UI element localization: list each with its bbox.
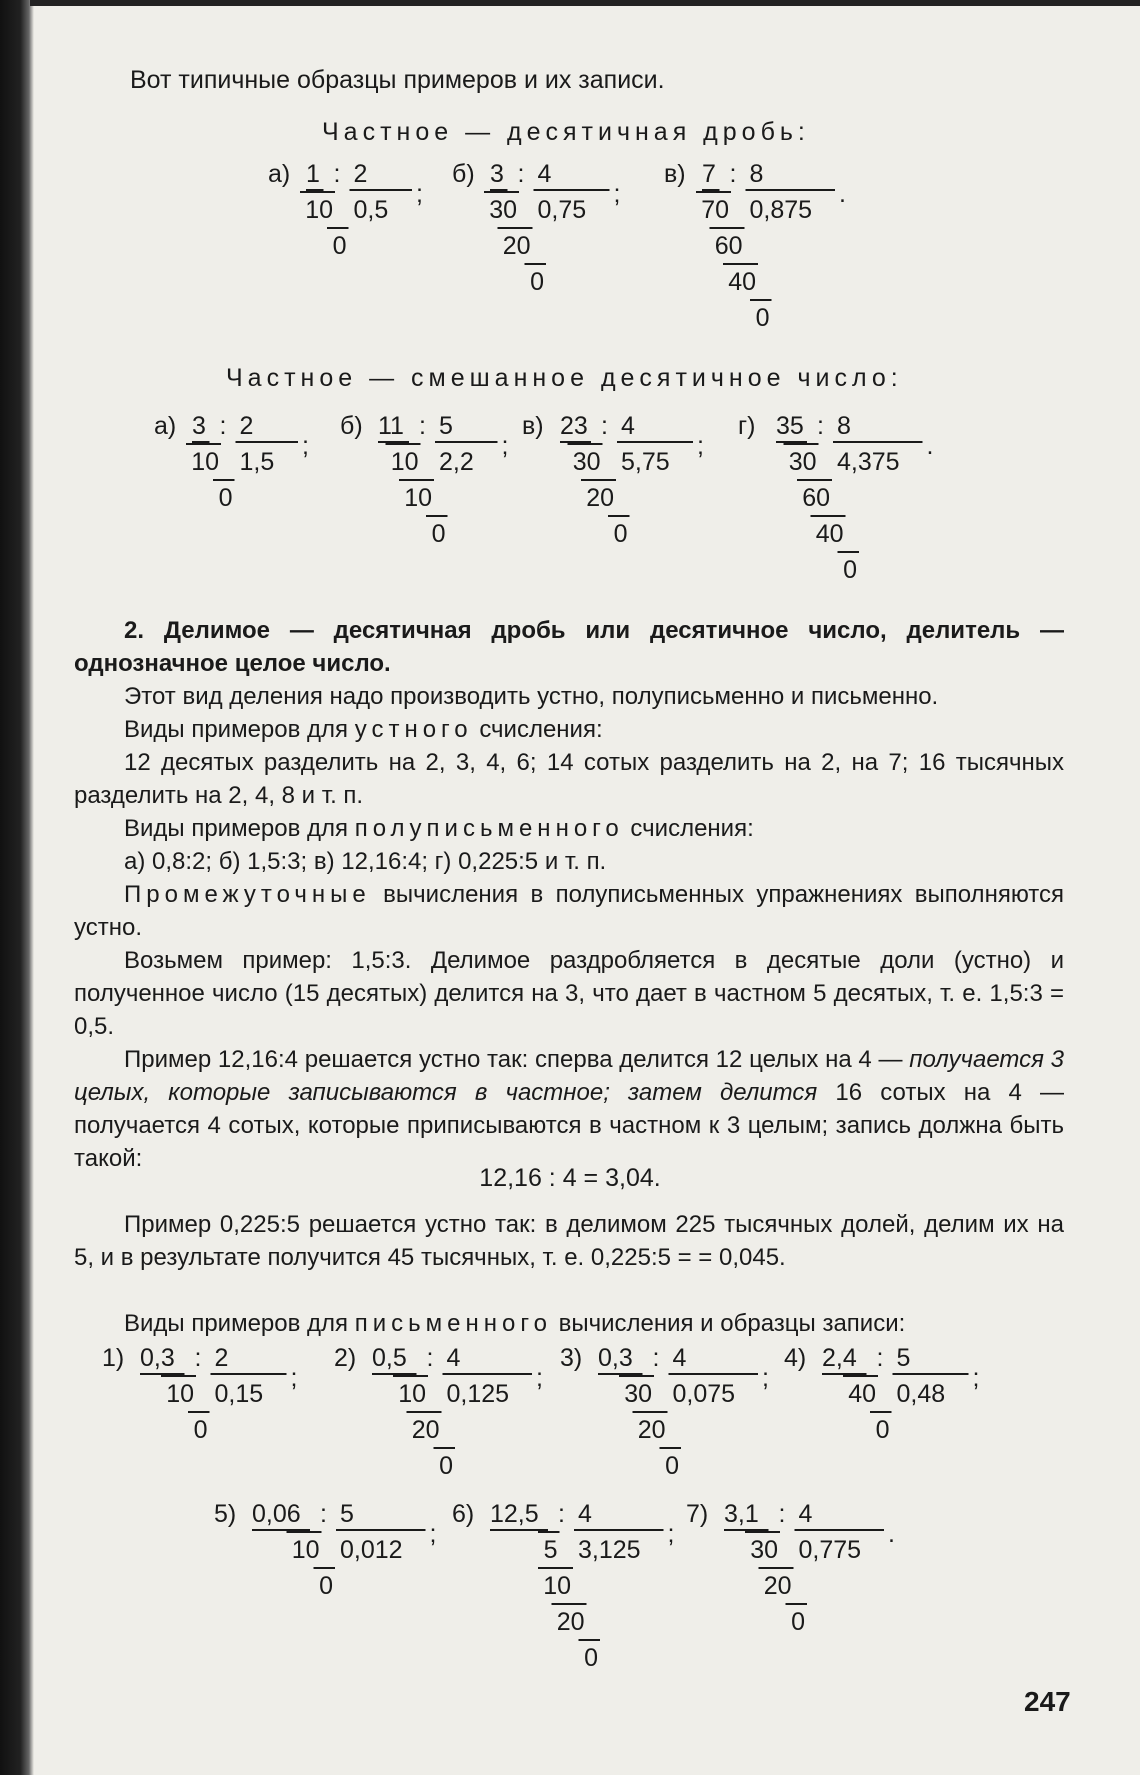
mixed-example-2-quotient: 2,2 <box>439 448 474 476</box>
written-example-4-label: 4) <box>784 1344 807 1372</box>
written-example-4-quotient: 0,48 <box>896 1380 946 1408</box>
mixed-example-1-quotient: 1,5 <box>239 448 275 476</box>
mixed-example-4-colon: : <box>817 412 824 440</box>
mixed-example-3-dividend: 23 <box>560 412 588 440</box>
written-example-2-end-mark: ; <box>536 1363 543 1392</box>
p2-tail: счисления: <box>479 716 603 743</box>
written-example-2-step-1: 20 <box>411 1416 440 1444</box>
mixed-example-2-step-1: 10 <box>404 484 432 512</box>
written-example-1-dividend: 0,3 <box>140 1344 175 1372</box>
fraction-example-2-step-0: 30 <box>489 196 517 224</box>
mixed-example-4-step-3: 0 <box>843 556 857 584</box>
written-example-7-label: 7) <box>686 1500 709 1528</box>
p10-spaced-word: письменного <box>354 1310 552 1337</box>
mixed-example-4-label: г) <box>738 412 756 440</box>
written-example-1-label: 1) <box>102 1344 125 1372</box>
written-example-4-step-0: 40 <box>848 1380 876 1408</box>
mixed-example-4-end-mark: . <box>926 431 934 460</box>
mixed-example-3-step-2: 0 <box>613 520 628 548</box>
fraction-example-1-dividend: 1 <box>306 160 320 188</box>
fraction-example-3-label: в) <box>664 160 686 188</box>
fraction-example-1-step-1: 0 <box>332 232 347 260</box>
paragraph-7: Возьмем пример: 1,5:3. Делимое раздробляется в десятые доли (устно) и полученное число (15 десятых) делится на 3, что дает в частном 5 десятых, т. е. 1,5:3 = 0,5. <box>74 947 1064 1040</box>
mixed-example-4-step-0: 30 <box>788 448 817 476</box>
written-example-6-step-2: 20 <box>556 1608 585 1636</box>
fraction-example-3-divisor: 8 <box>749 160 764 188</box>
mixed-example-4-divisor: 8 <box>837 412 851 440</box>
mixed-example-3-end-mark: ; <box>697 431 704 460</box>
mixed-example-3-label: в) <box>522 412 544 440</box>
fraction-example-1-end-mark: ; <box>416 179 423 208</box>
mixed-example-1-colon: : <box>219 412 227 440</box>
written-example-3-label: 3) <box>560 1344 583 1372</box>
p4-lead: Виды примеров для <box>124 815 349 842</box>
written-example-1-divisor: 2 <box>214 1344 229 1372</box>
mixed-example-4-quotient: 4,375 <box>837 448 900 476</box>
written-example-4-colon: : <box>876 1344 884 1372</box>
written-example-1-step-0: 10 <box>166 1380 194 1408</box>
written-example-6-step-1: 10 <box>543 1572 571 1600</box>
written-example-6-end-mark: ; <box>667 1519 675 1548</box>
written-example-7-divisor: 4 <box>798 1500 813 1528</box>
p6-tail: вычисления в полуписьменных упражнениях выполняются устно. <box>74 881 1065 941</box>
mixed-example-3-colon: : <box>601 412 608 440</box>
written-example-6-quotient: 3,125 <box>578 1536 641 1564</box>
mixed-example-1-end-mark: ; <box>302 431 309 460</box>
paragraph-3: 12 десятых разделить на 2, 3, 4, 6; 14 сотых разделить на 2, на 7; 16 тысячных разделить на 2, 4, 8 и т. п. <box>74 749 1064 809</box>
fraction-example-1-colon: : <box>333 160 341 188</box>
fraction-example-3-end-mark: . <box>839 179 846 208</box>
mixed-example-3-divisor: 4 <box>621 412 635 440</box>
fraction-example-1-quotient: 0,5 <box>353 196 389 224</box>
mixed-example-1-step-0: 10 <box>191 448 219 476</box>
p4-spaced-word: полуписьменного <box>354 815 624 842</box>
mixed-example-1-step-1: 0 <box>218 484 233 512</box>
written-example-5-step-0: 10 <box>291 1536 320 1564</box>
written-example-3-step-2: 0 <box>665 1452 679 1480</box>
written-example-1-colon: : <box>194 1344 202 1372</box>
fraction-example-2-step-1: 20 <box>502 232 531 260</box>
intro-text: Вот типичные образцы примеров и их записи. <box>130 66 665 94</box>
written-example-3-colon: : <box>652 1344 660 1372</box>
paragraph-9: Пример 0,225:5 решается устно так: в делимом 225 тысячных долей, делим их на 5, и в результате получится 45 тысячных, т. е. 0,225:5 = = 0,045. <box>74 1211 1064 1271</box>
mixed-example-2-label: б) <box>340 412 363 440</box>
mixed-example-2-dividend: 11 <box>378 412 404 440</box>
written-example-5-divisor: 5 <box>340 1500 354 1528</box>
written-example-7-quotient: 0,775 <box>798 1536 862 1564</box>
mixed-example-2-colon: : <box>419 412 426 440</box>
fraction-example-1-step-0: 10 <box>305 196 333 224</box>
paragraph-5: а) 0,8:2; б) 1,5:3; в) 12,16:4; г) 0,225:5 и т. п. <box>124 848 607 875</box>
fraction-example-3-quotient: 0,875 <box>749 196 813 224</box>
p10-tail: вычисления и образцы записи: <box>558 1310 906 1337</box>
mixed-example-2-end-mark: ; <box>501 431 509 460</box>
written-example-5-label: 5) <box>214 1500 237 1528</box>
fraction-example-2-quotient: 0,75 <box>537 196 587 224</box>
p8-part-b: 16 сотых на 4 — получается 4 сотых, которые приписываются в частном к 3 целым; запись должна быть такой: <box>74 1079 1065 1172</box>
mixed-example-1-label: а) <box>154 412 177 440</box>
written-example-2-colon: : <box>426 1344 434 1372</box>
fraction-example-3-step-2: 40 <box>728 268 756 296</box>
written-example-3-end-mark: ; <box>762 1363 769 1392</box>
fraction-example-2-dividend: 3 <box>490 160 504 188</box>
p2-spaced-word: устного <box>354 716 473 743</box>
written-example-4-end-mark: ; <box>972 1363 980 1392</box>
written-example-7-dividend: 3,1 <box>724 1500 759 1528</box>
p8-italic: получается 3 целых, которые записываются в частное; затем делится <box>74 1046 1065 1106</box>
mixed-example-2-divisor: 5 <box>439 412 453 440</box>
written-example-2-label: 2) <box>334 1344 357 1372</box>
written-example-7-colon: : <box>778 1500 786 1528</box>
written-example-5-colon: : <box>320 1500 327 1528</box>
written-example-3-quotient: 0,075 <box>672 1380 736 1408</box>
written-example-2-dividend: 0,5 <box>372 1344 407 1372</box>
fraction-example-3-dividend: 7 <box>702 160 716 188</box>
mixed-example-1-divisor: 2 <box>239 412 254 440</box>
mixed-example-4-dividend: 35 <box>776 412 804 440</box>
mixed-example-3-quotient: 5,75 <box>621 448 670 476</box>
fraction-example-3-step-0: 70 <box>701 196 729 224</box>
written-example-1-step-1: 0 <box>193 1416 208 1444</box>
written-example-7-step-1: 20 <box>763 1572 792 1600</box>
written-example-3-step-1: 20 <box>637 1416 666 1444</box>
written-example-2-quotient: 0,125 <box>446 1380 510 1408</box>
written-example-1-quotient: 0,15 <box>214 1380 264 1408</box>
written-example-4-divisor: 5 <box>896 1344 911 1372</box>
fraction-example-2-end-mark: ; <box>613 179 621 208</box>
written-example-4-step-1: 0 <box>875 1416 890 1444</box>
heading-mixed: Частное — смешанное десятичное число: <box>226 364 903 392</box>
mixed-example-3-step-1: 20 <box>586 484 614 512</box>
written-example-3-step-0: 30 <box>624 1380 652 1408</box>
written-example-4-dividend: 2,4 <box>822 1344 857 1372</box>
written-example-6-step-3: 0 <box>584 1644 598 1672</box>
written-example-5-step-1: 0 <box>319 1572 333 1600</box>
written-example-6-colon: : <box>558 1500 565 1528</box>
fraction-example-3-step-3: 0 <box>755 304 770 332</box>
mixed-example-4-step-1: 60 <box>802 484 830 512</box>
written-example-3-dividend: 0,3 <box>598 1344 633 1372</box>
written-example-7-step-0: 30 <box>750 1536 778 1564</box>
mixed-example-4-step-2: 40 <box>815 520 844 548</box>
fraction-example-2-colon: : <box>517 160 525 188</box>
mixed-example-3-step-0: 30 <box>572 448 601 476</box>
written-example-7-step-2: 0 <box>791 1608 805 1636</box>
written-example-5-quotient: 0,012 <box>340 1536 403 1564</box>
fraction-example-2-step-2: 0 <box>530 268 544 296</box>
p10-lead: Виды примеров для <box>124 1310 349 1337</box>
fraction-example-2-label: б) <box>452 160 475 188</box>
fraction-example-3-step-1: 60 <box>714 232 743 260</box>
fraction-example-1-divisor: 2 <box>353 160 368 188</box>
written-example-1-end-mark: ; <box>290 1363 298 1392</box>
written-example-3-divisor: 4 <box>672 1344 687 1372</box>
p8-part-a: Пример 12,16:4 решается устно так: сперва делится 12 целых на 4 — <box>124 1046 903 1073</box>
written-example-6-divisor: 4 <box>578 1500 592 1528</box>
equation-12-16: 12,16 : 4 = 3,04. <box>479 1164 661 1192</box>
written-example-2-step-0: 10 <box>398 1380 426 1408</box>
heading-fraction: Частное — десятичная дробь: <box>322 118 810 146</box>
written-example-6-dividend: 12,5 <box>490 1500 539 1528</box>
page-number: 247 <box>1024 1686 1071 1717</box>
written-example-5-dividend: 0,06 <box>252 1500 301 1528</box>
p4-tail: счисления: <box>630 815 754 842</box>
written-example-2-divisor: 4 <box>446 1344 461 1372</box>
fraction-example-3-colon: : <box>729 160 737 188</box>
mixed-example-2-step-0: 10 <box>390 448 419 476</box>
fraction-example-2-divisor: 4 <box>537 160 552 188</box>
written-example-6-step-0: 5 <box>543 1536 558 1564</box>
fraction-example-1-label: а) <box>268 160 291 188</box>
written-example-5-end-mark: ; <box>429 1519 437 1548</box>
section-2-title: 2. Делимое — десятичная дробь или десятичное число, делитель — однозначное целое число. <box>74 617 1064 677</box>
paragraph-1: Этот вид деления надо производить устно, полуписьменно и письменно. <box>124 683 939 710</box>
written-example-7-end-mark: . <box>888 1519 895 1548</box>
mixed-example-2-step-2: 0 <box>431 520 446 548</box>
p6-spaced-word: Промежуточные <box>124 881 371 908</box>
mixed-example-1-dividend: 3 <box>192 412 206 440</box>
written-example-6-label: 6) <box>452 1500 475 1528</box>
written-example-2-step-2: 0 <box>439 1452 453 1480</box>
p2-lead: Виды примеров для <box>124 716 349 743</box>
